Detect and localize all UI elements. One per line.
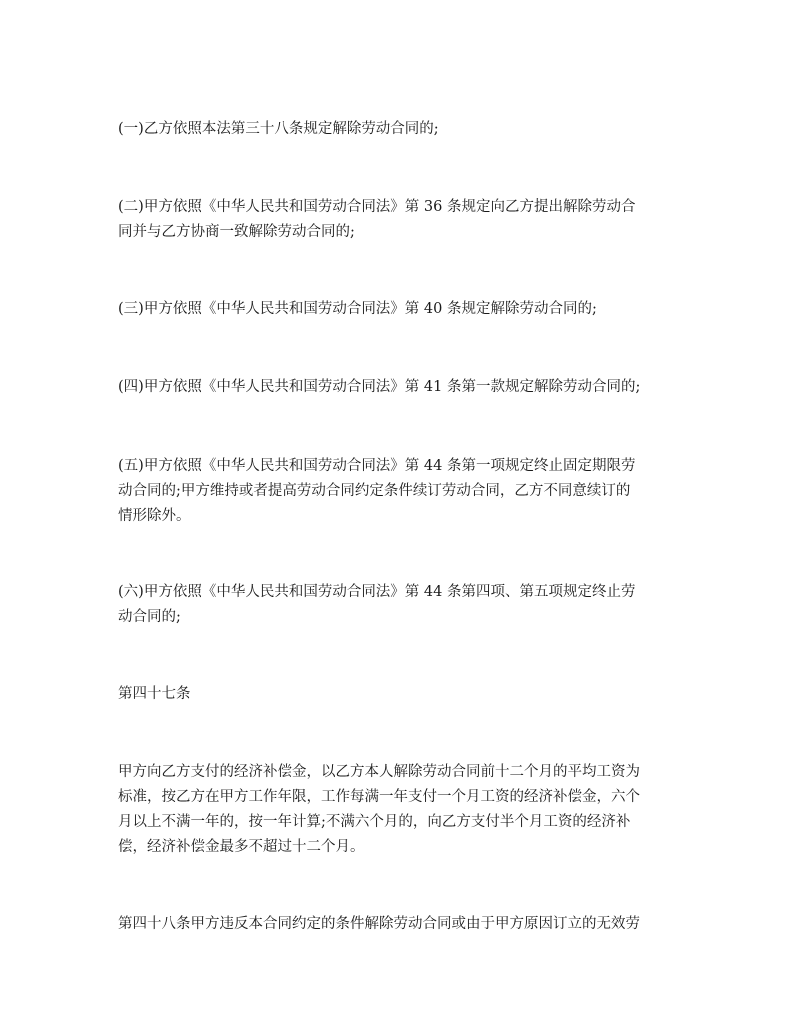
paragraph-item-8	[118, 760, 680, 860]
paragraph-item-3	[118, 297, 680, 322]
paragraph-item-1	[118, 117, 680, 142]
text-line: 动合同的;	[118, 609, 181, 625]
text-line: 甲方向乙方支付的经济补偿金，以乙方本人解除劳动合同前十二个月的平均工资为	[118, 764, 640, 780]
paragraph-item-5	[118, 454, 680, 529]
text-line: 动合同的;甲方维持或者提高劳动合同约定条件续订劳动合同，乙方不同意续订的	[118, 483, 631, 499]
paragraph-item-6	[118, 580, 680, 630]
text-line: (五)甲方依照《中华人民共和国劳动合同法》第 44 条第一项规定终止固定期限劳	[118, 458, 636, 474]
text-line: 月以上不满一年的，按一年计算;不满六个月的，向乙方支付半个月工资的经济补	[118, 814, 631, 830]
text-line: (一)乙方依照本法第三十八条规定解除劳动合同的;	[118, 121, 439, 137]
text-line: 标准，按乙方在甲方工作年限，工作每满一年支付一个月工资的经济补偿金，六个	[118, 789, 640, 805]
text-line: (六)甲方依照《中华人民共和国劳动合同法》第 44 条第四项、第五项规定终止劳	[118, 584, 636, 600]
paragraph-item-2	[118, 195, 680, 245]
text-line: 同并与乙方协商一致解除劳动合同的;	[118, 224, 355, 240]
text-line: 第四十八条甲方违反本合同约定的条件解除劳动合同或由于甲方原因订立的无效劳	[118, 916, 640, 932]
text-line: (二)甲方依照《中华人民共和国劳动合同法》第 36 条规定向乙方提出解除劳动合	[118, 199, 636, 215]
text-line: 情形除外。	[118, 508, 191, 524]
paragraph-item-9	[118, 912, 680, 937]
article-heading-47	[118, 682, 680, 707]
text-line: (三)甲方依照《中华人民共和国劳动合同法》第 40 条规定解除劳动合同的;	[118, 301, 597, 317]
text-line: 偿，经济补偿金最多不超过十二个月。	[118, 839, 365, 855]
text-line: 第四十七条	[118, 686, 191, 702]
text-line: (四)甲方依照《中华人民共和国劳动合同法》第 41 条第一款规定解除劳动合同的;	[118, 379, 641, 395]
paragraph-item-4	[118, 375, 680, 400]
